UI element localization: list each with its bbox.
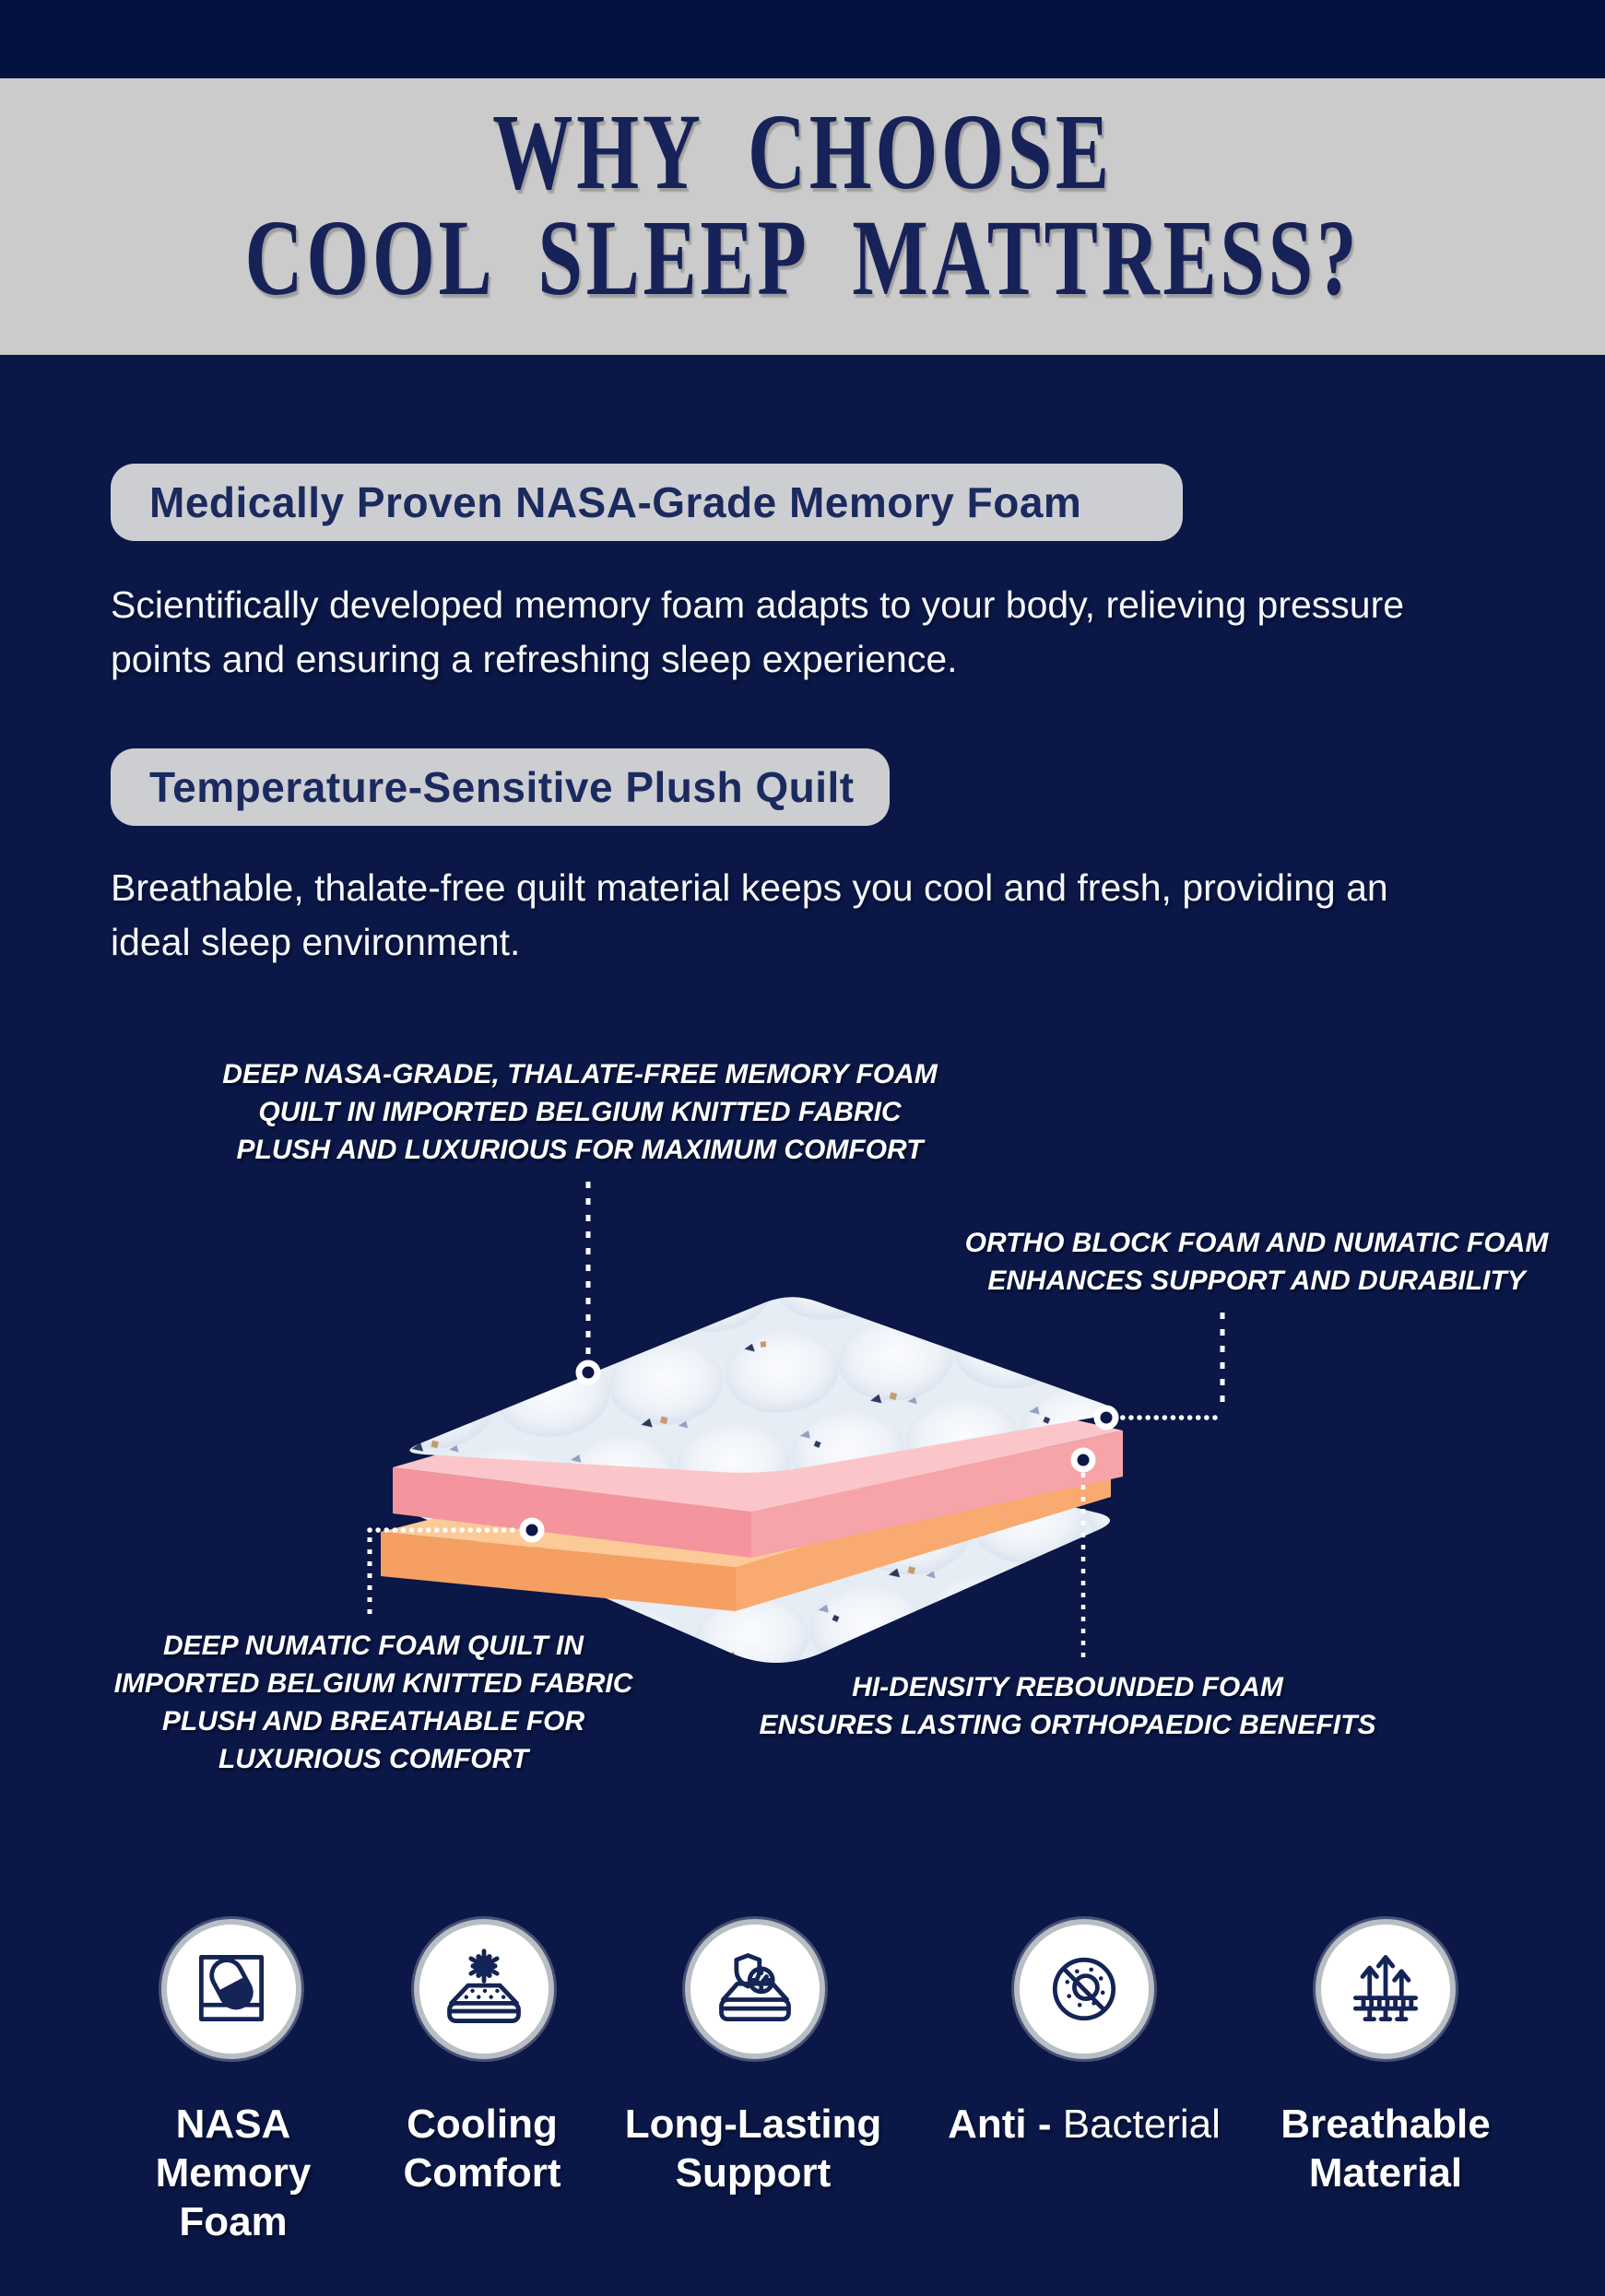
section-pill-label: Temperature-Sensitive Plush Quilt: [149, 763, 855, 811]
callout-line: QUILT IN IMPORTED BELGIUM KNITTED FABRIC: [258, 1097, 902, 1127]
feature-label-cooling: [403, 2100, 561, 2197]
page-title-line1: WHY CHOOSE: [492, 91, 1113, 212]
callout-line: ENHANCES SUPPORT AND DURABILITY: [987, 1266, 1526, 1296]
section-pill-label: Medically Proven NASA-Grade Memory Foam: [149, 478, 1082, 526]
feature-label-line: Anti - Bacterial: [948, 2102, 1221, 2147]
paragraph-line: Scientifically developed memory foam adapts to your body, relieving pressure: [111, 583, 1405, 626]
callout-line: ENSURES LASTING ORTHOPAEDIC BENEFITS: [759, 1710, 1376, 1740]
feature-badge-support: [685, 1919, 825, 2059]
feature-label-nasa-foam: [156, 2100, 312, 2246]
feature-label-line: NASA: [175, 2102, 291, 2147]
feature-label-line: Comfort: [403, 2150, 561, 2196]
feature-label-line: Long-Lasting: [624, 2102, 882, 2147]
feature-badge-anti-bacterial: [1014, 1919, 1154, 2059]
marker-orange-foam: [1074, 1451, 1092, 1469]
callout-line: LUXURIOUS COMFORT: [218, 1744, 529, 1774]
marker-bottom-quilt: [523, 1521, 541, 1539]
feature-label-anti-bacterial: [948, 2100, 1221, 2149]
paragraph-line: points and ensuring a refreshing sleep experience.: [111, 638, 958, 680]
feature-label-line: Memory: [155, 2150, 312, 2196]
marker-top-quilt: [579, 1363, 597, 1382]
callout-line: IMPORTED BELGIUM KNITTED FABRIC: [113, 1668, 633, 1699]
memory-foam-head-icon: [187, 1945, 276, 2033]
feature-label-support: [625, 2100, 882, 2197]
callout-line: HI-DENSITY REBOUNDED FOAM: [852, 1672, 1283, 1702]
feature-badge-breathable: [1316, 1919, 1456, 2059]
feature-badge-nasa-foam: [161, 1919, 301, 2059]
marker-pink-foam: [1097, 1408, 1115, 1427]
callout-line: DEEP NUMATIC FOAM QUILT IN: [162, 1631, 584, 1661]
paragraph-line: Breathable, thalate-free quilt material keeps you cool and fresh, providing an: [111, 866, 1388, 909]
paragraph-line: ideal sleep environment.: [111, 921, 521, 963]
callout-line: PLUSH AND BREATHABLE FOR: [161, 1706, 585, 1737]
feature-label-line: Support: [675, 2150, 832, 2196]
feature-label-breathable: [1280, 2100, 1490, 2197]
feature-label-line: Cooling: [407, 2102, 558, 2147]
feature-label-line: Material: [1308, 2150, 1463, 2196]
shield-clock-mattress-icon: [711, 1945, 799, 2033]
callout-line: DEEP NASA-GRADE, THALATE-FREE MEMORY FOAM: [222, 1059, 938, 1089]
feature-label-line: Foam: [179, 2199, 288, 2244]
airflow-arrows-icon: [1341, 1945, 1430, 2033]
callout-line: PLUSH AND LUXURIOUS FOR MAXIMUM COMFORT: [236, 1135, 924, 1165]
no-bacteria-icon: [1040, 1945, 1128, 2033]
feature-label-line: Breathable: [1280, 2102, 1491, 2147]
snowflake-mattress-icon: [440, 1945, 528, 2033]
feature-badge-cooling: [414, 1919, 554, 2059]
callout-line: ORTHO BLOCK FOAM AND NUMATIC FOAM: [964, 1228, 1549, 1258]
page-title-line2: COOL SLEEP MATTRESS?: [244, 197, 1361, 318]
